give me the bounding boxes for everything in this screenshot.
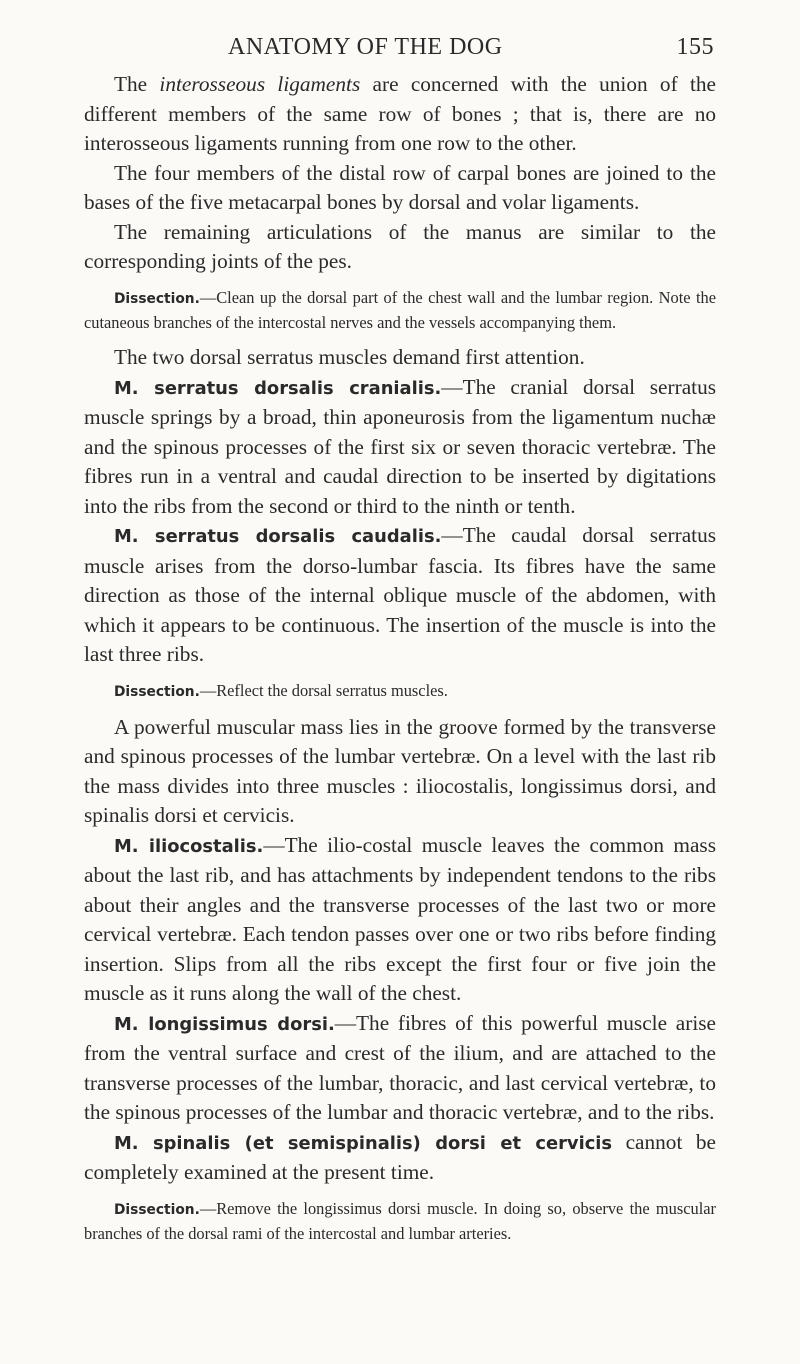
paragraph-serratus-caudalis xyxy=(84,521,716,670)
text-run: are concerned with the union of the different members of the same row of bones ; that is, there are no interosseous ligaments running from one row to the other. xyxy=(84,72,716,155)
paragraph-spinalis xyxy=(84,1128,716,1188)
dissection-heading: Dissection. xyxy=(114,1201,200,1218)
dissection-note-3 xyxy=(84,1197,716,1246)
muscle-heading: M. serratus dorsalis caudalis. xyxy=(114,526,442,548)
paragraph-interosseous xyxy=(84,70,716,159)
dissection-heading: Dissection. xyxy=(114,290,200,307)
muscle-heading: M. longissimus dorsi. xyxy=(114,1013,335,1035)
muscle-text: —The caudal dorsal serratus muscle arises from the dorso-lumbar fascia. Its fibres have the same direction as those of the internal oblique muscle of the abdomen, with which it appears to be continuous. The insertion of the muscle is into the last three ribs. xyxy=(84,523,717,667)
muscle-text: cannot be completely examined at the present time. xyxy=(84,1129,716,1185)
dissection-note-1 xyxy=(84,286,716,335)
muscle-text: —The ilio-costal muscle leaves the common mass about the last rib, and has attachments by independent tendons to the ribs about their angles and the transverse processes of the last two or more cervical vertebræ. Each tendon passes over one or two ribs before finding insertion. Slips from all the ribs except the first four or five join the muscle as it runs along the wall of the chest. xyxy=(84,832,716,1006)
paragraph-manus: The remaining articulations of the manus are similar to the corresponding joints of the pes. xyxy=(84,219,716,273)
dissection-text: —Clean up the dorsal part of the chest wall and the lumbar region. Note the cutaneous branches of the intercostal nerves and the vessels accompanying them. xyxy=(84,287,716,332)
paragraph-longissimus xyxy=(84,1009,716,1128)
dissection-text: —Reflect the dorsal serratus muscles. xyxy=(199,680,448,700)
paragraph-iliocostalis xyxy=(84,831,716,1009)
page-number: 155 xyxy=(676,34,714,60)
muscle-heading: M. iliocostalis. xyxy=(114,835,264,857)
paragraph-muscular-mass: A powerful muscular mass lies in the groove formed by the transverse and spinous processes of the lumbar vertebræ. On a level with the last rib the mass divides into three muscles : iliocostalis, longissimus dorsi, and spinalis dorsi et cervicis. xyxy=(84,714,716,828)
paragraph-serratus-cranialis xyxy=(84,373,716,522)
italic-term: interosseous ligaments xyxy=(159,72,361,96)
page-body xyxy=(84,70,716,1245)
muscle-heading: M. spinalis (et semispinalis) dorsi et cervicis xyxy=(114,1132,613,1154)
dissection-heading: Dissection. xyxy=(114,683,200,700)
muscle-text: —The fibres of this powerful muscle arise from the ventral surface and crest of the ilium, and are attached to the transverse processes of the lumbar, thoracic, and last cervical vertebræ, to the spinous processes of the lumbar and thoracic vertebræ, and to the ribs. xyxy=(84,1010,716,1125)
dissection-note-2 xyxy=(84,679,716,704)
muscle-heading: M. serratus dorsalis cranialis. xyxy=(114,377,442,399)
dissection-text: —Remove the longissimus dorsi muscle. In doing so, observe the muscular branches of the dorsal rami of the intercostal and lumbar arteries. xyxy=(84,1198,716,1244)
page-header xyxy=(0,34,800,74)
running-title: ANATOMY OF THE DOG xyxy=(228,34,503,60)
paragraph-serratus-intro: The two dorsal serratus muscles demand first attention. xyxy=(114,345,585,370)
text-run: The xyxy=(114,72,160,96)
muscle-text: —The cranial dorsal serratus muscle springs by a broad, thin aponeurosis from the ligamentum nuchæ and the spinous processes of the first six or seven thoracic vertebræ. The fibres run in a ventral and caudal direction to be inserted by digitations into the ribs from the second or third to the ninth or tenth. xyxy=(84,374,717,518)
paragraph-distal-row: The four members of the distal row of carpal bones are joined to the bases of the five metacarpal bones by dorsal and volar ligaments. xyxy=(84,160,716,214)
